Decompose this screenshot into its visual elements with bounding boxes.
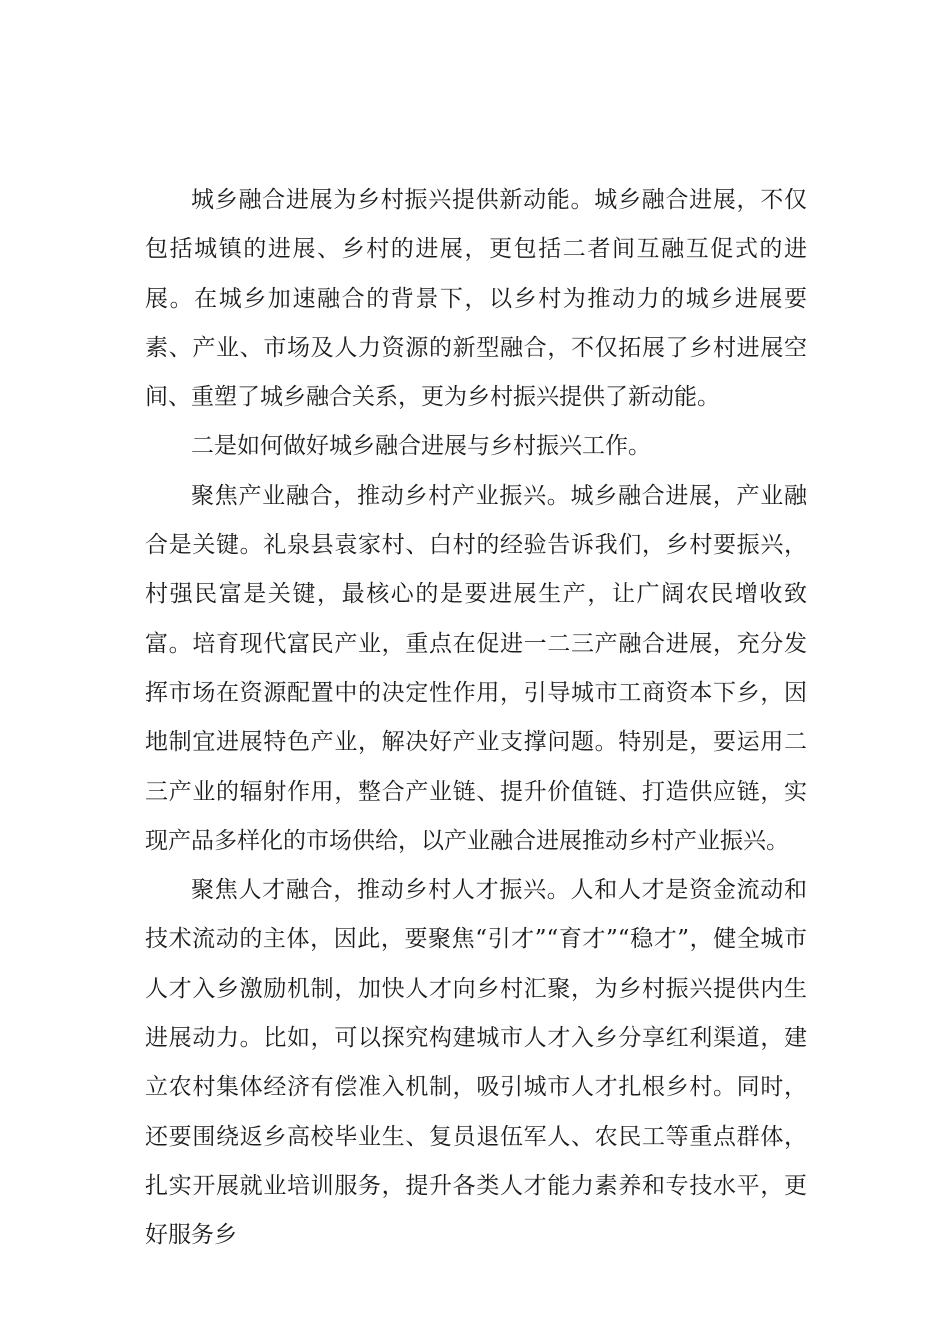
paragraph-section-heading-two: 二是如何做好城乡融合进展与乡村振兴工作。 [191,433,651,460]
paragraph-talent-integration: 聚焦人才融合，推动乡村人才振兴。人和人才是资金流动和技术流动的主体，因此，要聚焦“引才”“育才”“稳才”，健全城市人才入乡激励机制，加快人才向乡村汇聚，为乡村振兴提供内生进展动力。比如，可以探究构建城市人才入乡分享红利渠道，建立农村集体经济有偿准入机制，吸引城市人才扎根乡村。同时，还要围绕返乡高校毕业生、复员退伍军人、农民工等重点群体，扎实开展就业培训服务，提升各类人才能力素养和专技水平，更好服务乡 [145,877,807,1249]
paragraph-urban-rural-momentum: 城乡融合进展为乡村振兴提供新动能。城乡融合进展，不仅包括城镇的进展、乡村的进展，更包括二者间互融互促式的进展。在城乡加速融合的背景下，以乡村为推动力的城乡进展要素、产业、市场及人力资源的新型融合，不仅拓展了乡村进展空间、重塑了城乡融合关系，更为乡村振兴提供了新动能。 [145,187,807,411]
paragraph-industry-integration: 聚焦产业融合，推动乡村产业振兴。城乡融合进展，产业融合是关键。礼泉县袁家村、白村的经验告诉我们，乡村要振兴，村强民富是关键，最核心的是要进展生产，让广阔农民增收致富。培育现代富民产业，重点在促进一二三产融合进展，充分发挥市场在资源配置中的决定性作用，引导城市工商资本下乡，因地制宜进展特色产业，解决好产业支撑问题。特别是，要运用二三产业的辐射作用，整合产业链、提升价值链、打造供应链，实现产品多样化的市场供给，以产业融合进展推动乡村产业振兴。 [145,482,807,854]
document-body [145,176,807,1261]
